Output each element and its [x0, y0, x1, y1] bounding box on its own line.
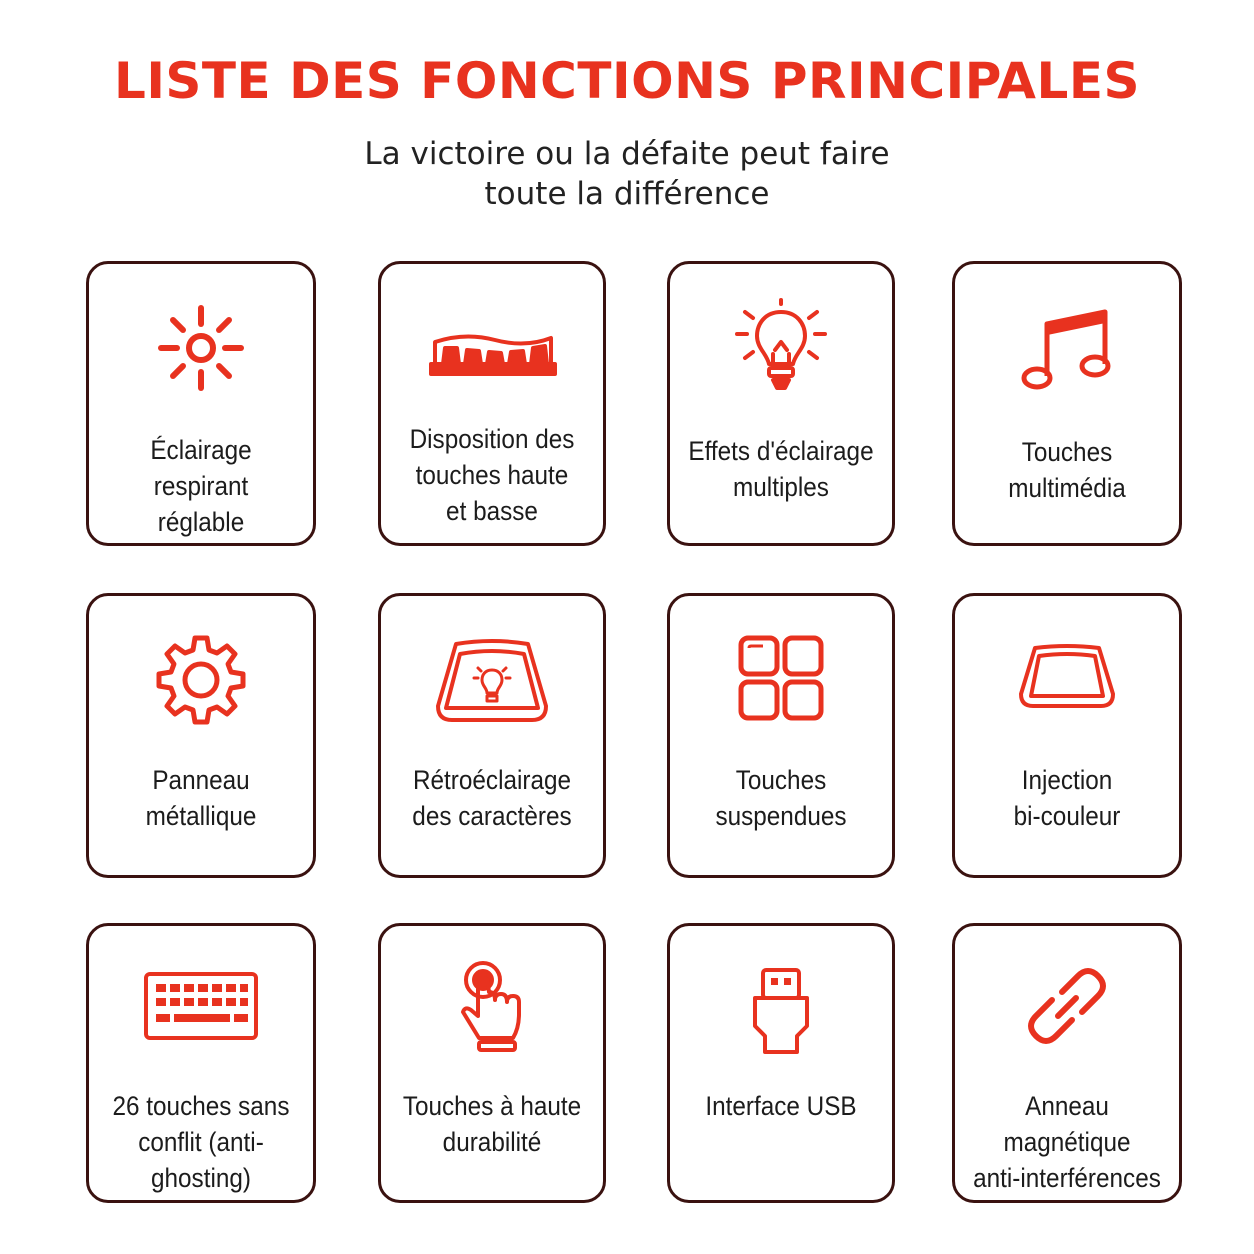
backlit-keycap-icon — [434, 636, 550, 724]
feature-card-multimedia — [952, 261, 1182, 546]
keyboard-icon — [142, 970, 260, 1042]
feature-label: Touches à haute durabilité — [402, 1091, 582, 1157]
feature-label: Touches multimédia — [1008, 437, 1126, 503]
keycap-icon — [1017, 642, 1117, 712]
feature-label: Injection bi-couleur — [1013, 765, 1121, 831]
finger-press-icon — [457, 958, 527, 1054]
feature-label: Effets d'éclairage multiples — [688, 436, 874, 502]
subtitle-line: La victoire ou la défaite peut faire — [364, 136, 890, 172]
feature-card-magnetic-ring — [952, 923, 1182, 1203]
gear-icon — [153, 632, 249, 728]
feature-label: Anneau magnétique anti-interférences — [973, 1091, 1161, 1193]
feature-card-light-effects — [667, 261, 895, 546]
music-note-icon — [1019, 306, 1115, 392]
floating-keys-icon — [737, 634, 825, 722]
feature-label: Panneau métallique — [145, 765, 257, 831]
page-subtitle — [0, 134, 1254, 214]
light-bulb-icon — [731, 298, 831, 394]
chain-link-icon — [1022, 962, 1112, 1052]
subtitle-line: toute la différence — [484, 176, 770, 212]
page-title: LISTE DES FONCTIONS PRINCIPALES — [113, 52, 1141, 110]
feature-card-floating-keys — [667, 593, 895, 878]
feature-label: Disposition des touches haute et basse — [409, 424, 575, 526]
feature-label: 26 touches sans conflit (anti-ghosting) — [112, 1091, 290, 1193]
usb-plug-icon — [751, 966, 811, 1058]
feature-label: Éclairage respirant réglable — [150, 435, 252, 537]
feature-card-two-color-injection — [952, 593, 1182, 878]
feature-card-metal-panel — [86, 593, 316, 878]
feature-card-durability — [378, 923, 606, 1203]
feature-label: Touches suspendues — [715, 765, 847, 831]
feature-card-anti-ghosting — [86, 923, 316, 1203]
feature-label: Rétroéclairage des caractères — [412, 765, 572, 831]
feature-label: Interface USB — [705, 1091, 857, 1121]
sun-brightness-icon — [153, 300, 249, 396]
keycap-profile-icon — [425, 324, 559, 380]
feature-card-key-layout — [378, 261, 606, 546]
feature-card-character-backlight — [378, 593, 606, 878]
feature-card-usb-interface — [667, 923, 895, 1203]
feature-card-breathing-light — [86, 261, 316, 546]
